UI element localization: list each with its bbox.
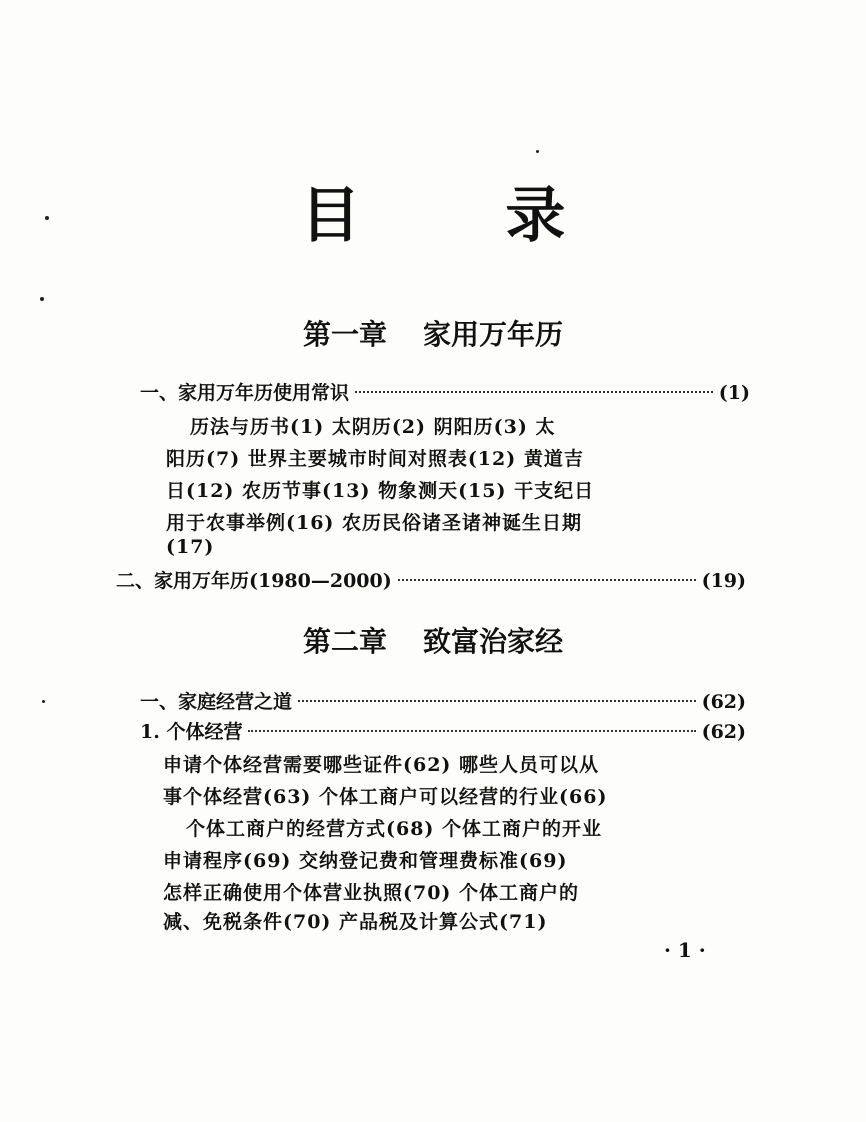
toc-body-line: (17) xyxy=(166,536,215,558)
toc-body-line: 申请个体经营需要哪些证件(62) 哪些人员可以从 xyxy=(163,754,600,776)
toc-body-line: 申请程序(69) 交纳登记费和管理费标准(69) xyxy=(163,850,568,872)
toc-entry[interactable] xyxy=(140,717,746,744)
leader-dots xyxy=(398,579,696,581)
chapter-1-number: 第一章 xyxy=(302,318,387,351)
toc-entry-page: (62) xyxy=(701,691,746,713)
toc-entry-label: 1. 个体经营 xyxy=(140,721,243,743)
chapter-2-number: 第二章 xyxy=(302,625,387,658)
toc-entry-label: 一、家用万年历使用常识 xyxy=(140,382,350,404)
scan-speck xyxy=(536,150,539,153)
toc-body-line: 怎样正确使用个体营业执照(70) 个体工商户的 xyxy=(163,882,580,904)
toc-body-line: 用于农事举例(16) 农历民俗诸圣诸神诞生日期 xyxy=(166,512,583,534)
page-number: · 1 · xyxy=(664,938,706,962)
toc-entry[interactable] xyxy=(116,566,746,593)
toc-body-line: 减、免税条件(70) 产品税及计算公式(71) xyxy=(163,911,548,933)
chapter-2-heading xyxy=(0,620,866,660)
toc-entry-label: 一、家庭经营之道 xyxy=(140,691,293,713)
chapter-1-heading xyxy=(0,313,866,353)
chapter-1-name: 家用万年历 xyxy=(423,318,564,351)
page-title: 目 录 xyxy=(300,181,628,251)
scan-speck xyxy=(40,297,44,301)
leader-dots xyxy=(355,391,713,393)
toc-body-line: 日(12) 农历节事(13) 物象测天(15) 干支纪日 xyxy=(166,480,595,502)
toc-entry[interactable] xyxy=(140,378,750,405)
toc-entry[interactable] xyxy=(140,687,746,714)
leader-dots xyxy=(248,730,695,732)
toc-body-line: 阳历(7) 世界主要城市时间对照表(12) 黄道吉 xyxy=(166,448,584,470)
toc-entry-page: (19) xyxy=(701,570,746,592)
toc-entry-page: (62) xyxy=(701,721,746,743)
toc-entry-page: (1) xyxy=(718,382,750,404)
leader-dots xyxy=(298,700,696,702)
toc-body-line: 个体工商户的经营方式(68) 个体工商户的开业 xyxy=(186,818,603,840)
chapter-2-name: 致富治家经 xyxy=(423,625,564,658)
toc-body-line: 事个体经营(63) 个体工商户可以经营的行业(66) xyxy=(163,786,608,808)
toc-entry-label: 二、家用万年历(1980—2000) xyxy=(116,570,392,592)
scan-speck xyxy=(42,700,45,703)
toc-body-line: 历法与历书(1) 太阴历(2) 阴阳历(3) 太 xyxy=(190,416,556,438)
